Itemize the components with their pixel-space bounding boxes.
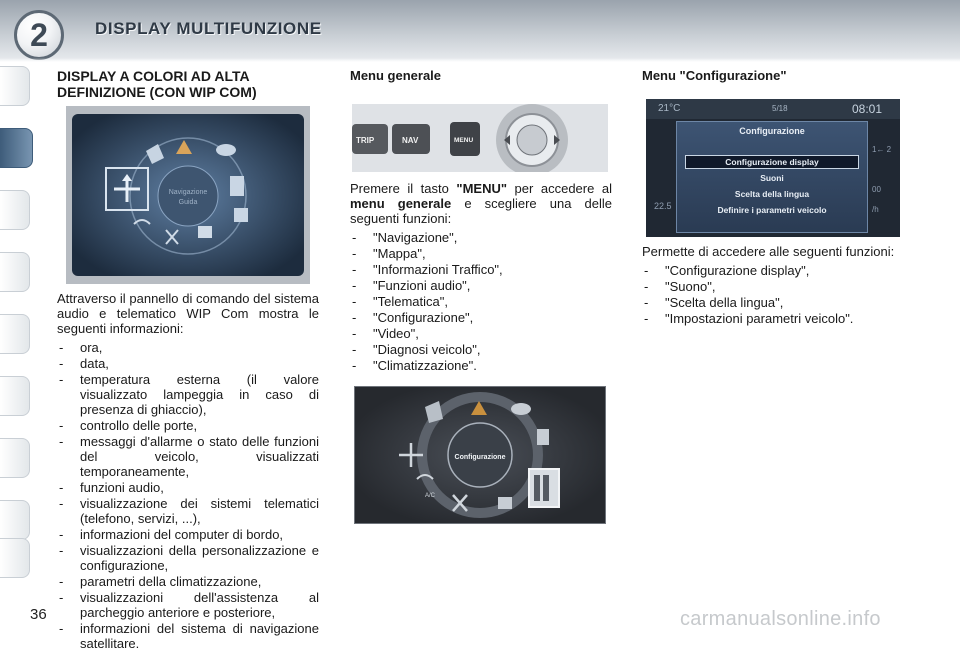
control-panel-illustration: [352, 104, 608, 172]
list-item: - "Navigazione",: [350, 230, 612, 245]
screen-center-label-1: Navigazione: [168, 189, 208, 196]
config-option-display[interactable]: Configurazione display: [685, 155, 859, 169]
menu-key-label: "MENU": [456, 181, 508, 196]
list-item: - "Mappa",: [350, 246, 612, 261]
list-item: - "Configurazione display",: [642, 263, 904, 278]
config-menu-title: Configurazione: [739, 126, 805, 136]
side-readout-right-3: /h: [872, 205, 879, 214]
chapter-tabs: [0, 66, 34, 576]
list-item: - "Climatizzazione".: [350, 358, 612, 373]
control-panel-photo: [352, 104, 608, 172]
menu-button-label: MENU: [454, 137, 474, 144]
status-temperature: 21°C: [658, 103, 681, 114]
trip-button-label: TRIP: [356, 136, 375, 145]
list-item: - "Informazioni Traffico",: [350, 262, 612, 277]
left-column: [57, 68, 319, 100]
menu-generale-bold: menu generale: [350, 196, 452, 211]
section-title-line-1: DISPLAY A COLORI AD ALTA: [57, 68, 250, 84]
list-item: - temperatura esterna (il valore visualizzato lampeggia in caso di presenza di ghiaccio),: [57, 372, 319, 417]
watermark: carmanualsonline.info: [680, 608, 881, 630]
chapter-tab-9[interactable]: [0, 538, 30, 578]
config-option-sound[interactable]: Suoni: [760, 173, 784, 183]
menu-generale-list: [350, 230, 612, 373]
chapter-tab-6[interactable]: [0, 376, 30, 416]
config-option-language[interactable]: Scelta della lingua: [734, 189, 810, 199]
list-item: - "Suono",: [642, 279, 904, 294]
menu-wheel-screenshot: [354, 386, 606, 524]
list-item: - informazioni del sistema di navigazione satellitare.: [57, 621, 319, 651]
chapter-tab-3[interactable]: [0, 190, 30, 230]
status-track: 5/18: [772, 104, 788, 113]
chapter-badge: 2: [14, 10, 64, 60]
screen-status-bar: [646, 99, 900, 119]
config-option-vehicle[interactable]: Definire i parametri veicolo: [717, 205, 827, 215]
side-readout-right-1: 1← 2: [872, 145, 892, 154]
list-item: - visualizzazioni dell'assistenza al parcheggio anteriore e posteriore,: [57, 590, 319, 620]
list-item: - "Diagnosi veicolo",: [350, 342, 612, 357]
nav-button-label: NAV: [402, 136, 419, 145]
configurazione-list: [642, 263, 904, 326]
intro-paragraph: Attraverso il pannello di comando del sistema audio e telematico WIP Com mostra le seguenti informazioni:: [57, 291, 319, 336]
section-title-line-2: DEFINIZIONE (CON WIP COM): [57, 84, 257, 100]
configuration-display-screenshot: [646, 99, 900, 237]
list-item: - "Video",: [350, 326, 612, 341]
list-item: - parametri della climatizzazione,: [57, 574, 319, 589]
status-time: 08:01: [852, 102, 883, 116]
display-screenshot-main: [66, 106, 310, 284]
list-item: - "Telematica",: [350, 294, 612, 309]
list-item: - "Impostazioni parametri veicolo".: [642, 311, 904, 326]
list-item: - controllo delle porte,: [57, 418, 319, 433]
info-list: [57, 340, 319, 651]
chapter-tab-5[interactable]: [0, 314, 30, 354]
wheel-ac-label: A/C: [425, 493, 436, 499]
list-item: - informazioni del computer di bordo,: [57, 527, 319, 542]
list-item: - funzioni audio,: [57, 480, 319, 495]
page-header: [0, 0, 960, 62]
configuration-menu-panel: [676, 121, 868, 233]
left-column-body: [57, 291, 319, 652]
side-readout-left: 22.5: [654, 201, 672, 211]
configurazione-intro: Permette di accedere alle seguenti funzioni:: [642, 244, 895, 259]
page-title: DISPLAY MULTIFUNZIONE: [95, 19, 322, 38]
list-item: - ora,: [57, 340, 319, 355]
list-item: - visualizzazione dei sistemi telematici (telefono, servizi, ...),: [57, 496, 319, 526]
menu-configurazione-title: Menu "Configurazione": [642, 68, 787, 83]
list-item: - "Funzioni audio",: [350, 278, 612, 293]
screen-center-label-2: Guida: [178, 199, 198, 206]
menu-wheel-illustration: [355, 387, 605, 523]
list-item: - "Configurazione",: [350, 310, 612, 325]
chapter-tab-4[interactable]: [0, 252, 30, 292]
main-display-illustration: [66, 106, 310, 284]
right-column-title: [642, 68, 904, 83]
page-number: 36: [30, 606, 47, 623]
middle-column-title: [350, 68, 612, 83]
side-readout-right-2: 00: [872, 185, 881, 194]
chapter-tab-7[interactable]: [0, 438, 30, 478]
list-item: - "Scelta della lingua",: [642, 295, 904, 310]
menu-generale-paragraph: Premere il tasto "MENU" per accedere al menu generale e scegliere una delle seguenti funzioni:: [350, 181, 612, 226]
list-item: - data,: [57, 356, 319, 371]
wheel-center-label: Configurazione: [454, 454, 506, 461]
right-column-body: [642, 244, 904, 327]
menu-generale-title: Menu generale: [350, 68, 442, 83]
chapter-tab-2[interactable]: [0, 128, 33, 168]
middle-column-body: [350, 181, 612, 374]
chapter-tab-1[interactable]: [0, 66, 30, 106]
chapter-tab-8[interactable]: [0, 500, 30, 540]
list-item: - messaggi d'allarme o stato delle funzioni del veicolo, visualizzati temporaneamente,: [57, 434, 319, 479]
list-item: - visualizzazioni della personalizzazione e configurazione,: [57, 543, 319, 573]
